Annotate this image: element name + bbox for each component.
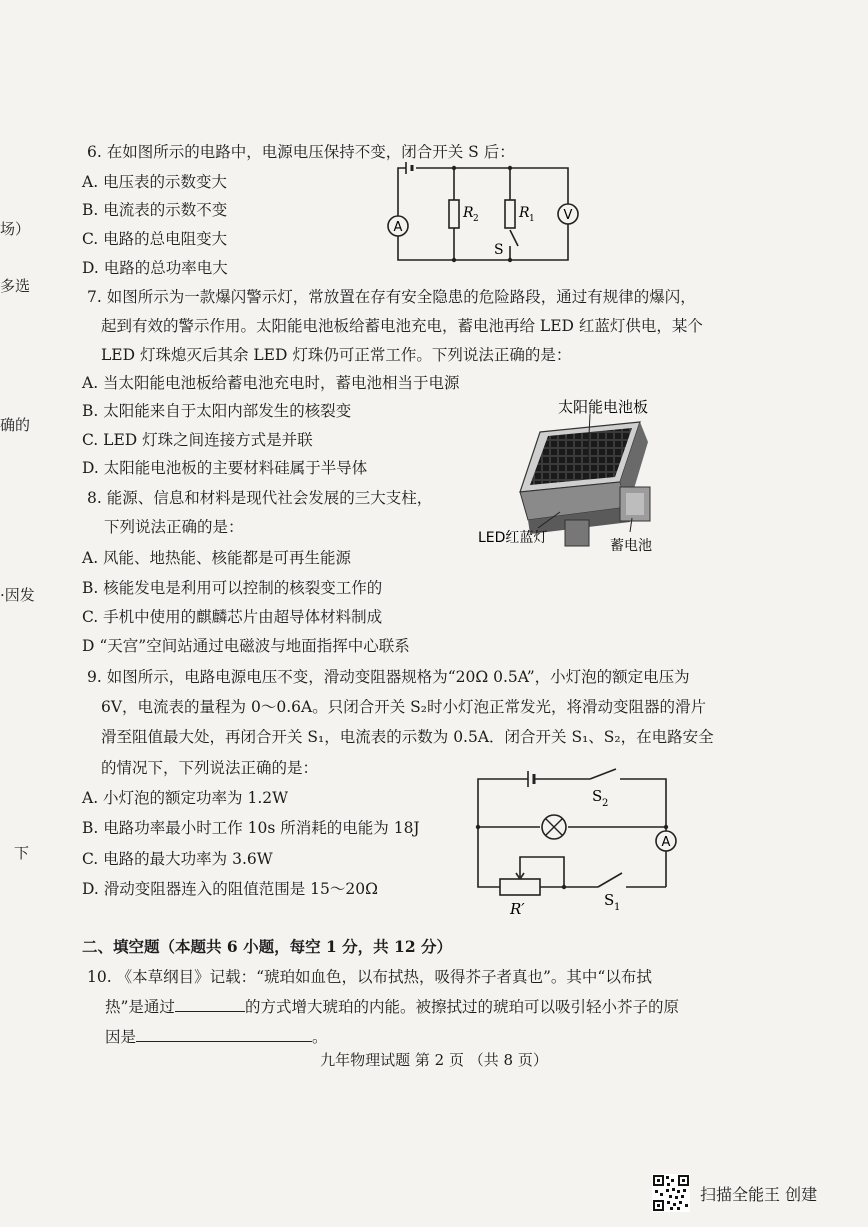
q9-stem-line-2: 6V，电流表的量程为 0～0.6A。只闭合开关 S₂时小灯泡正常发光，将滑动变阻器的滑片 [101, 698, 706, 716]
margin-fragment-2: 多选 [0, 277, 31, 295]
q9-option-d: D. 滑动变阻器连入的阻值范围是 15～20Ω [82, 880, 378, 898]
q10-line-2 [105, 997, 679, 1017]
q6-r2-label: R [463, 205, 474, 221]
q9-stem-line-4: 的情况下，下列说法正确的是： [101, 759, 319, 777]
q10-line-3 [105, 1027, 328, 1047]
q6-option-b: B. 电流表的示数不变 [82, 201, 228, 219]
q7-warning-light-photo [470, 392, 680, 562]
q7-option-c: C. LED 灯珠之间连接方式是并联 [82, 431, 313, 449]
q6-option-d: D. 电路的总功率电大 [82, 259, 228, 277]
q9-option-b: B. 电路功率最小时工作 10s 所消耗的电能为 18J [82, 819, 420, 837]
q9-stem-line-1: 9. 如图所示，电路电源电压不变，滑动变阻器规格为“20Ω 0.5A”，小灯泡的额定电压为 [87, 668, 690, 686]
q9-circuit-diagram [470, 765, 690, 918]
scanner-watermark-text: 扫描全能王 创建 [700, 1185, 818, 1204]
q6-option-a: A. 电压表的示数变大 [82, 173, 228, 191]
q8-stem-line-2: 下列说法正确的是： [104, 518, 244, 536]
scanner-watermark [652, 1172, 862, 1216]
q9-s1-label: S [604, 891, 615, 909]
q6-r2-subscript: 2 [473, 214, 479, 224]
q6-r1-subscript: 1 [529, 214, 535, 224]
q10-answer-blank-2[interactable] [136, 1027, 312, 1042]
q7-stem-line-1: 7. 如图所示为一款爆闪警示灯，常放置在存有安全隐患的危险路段，通过有规律的爆闪， [87, 288, 696, 306]
q6-r1-label: R [519, 205, 530, 221]
qr-code-icon [652, 1174, 690, 1212]
q7-panel-label: 太阳能电池板 [558, 398, 649, 416]
q9-s2-label: S [592, 787, 603, 805]
q9-option-a: A. 小灯泡的额定功率为 1.2W [82, 789, 289, 807]
q6-voltmeter-label: V [563, 208, 573, 223]
q9-stem-line-3: 滑至阻值最大处，再闭合开关 S₁，电流表的示数为 0.5A．闭合开关 S₁、S₂，在电路安全 [101, 728, 714, 746]
q9-s2-subscript: 2 [602, 798, 609, 809]
q10-line-2-start: 热”是通过 [105, 998, 175, 1016]
q10-line-3-end: 。 [312, 1028, 328, 1046]
margin-fragment-3: 确的 [0, 416, 31, 434]
q7-battery-label: 蓄电池 [610, 538, 652, 554]
q7-option-a: A. 当太阳能电池板给蓄电池充电时，蓄电池相当于电源 [82, 374, 460, 392]
q8-option-c: C. 手机中使用的麒麟芯片由超导体材料制成 [82, 608, 383, 626]
margin-fragment-4: ·因发 [0, 586, 35, 604]
q6-ammeter-label: A [393, 220, 403, 235]
q9-s1-subscript: 1 [614, 902, 621, 913]
q6-switch-label: S [494, 242, 504, 258]
section-2-heading: 二、填空题（本题共 6 小题，每空 1 分，共 12 分） [82, 937, 453, 956]
q10-answer-blank-1[interactable] [175, 997, 245, 1012]
q7-stem-line-3: LED 灯珠熄灭后其余 LED 灯珠仍可正常工作。下列说法正确的是： [101, 346, 572, 364]
q8-stem-line-1: 8. 能源、信息和材料是现代社会发展的三大支柱， [87, 489, 433, 507]
q8-option-b: B. 核能发电是利用可以控制的核裂变工作的 [82, 579, 383, 597]
q7-led-label: LED红蓝灯 [478, 530, 548, 546]
q10-line-3-start: 因是 [105, 1028, 137, 1046]
margin-fragment-5: 下 [14, 844, 30, 862]
q6-circuit-diagram [390, 160, 590, 280]
q6-stem: 6. 在如图所示的电路中，电源电压保持不变，闭合开关 S 后： [87, 143, 515, 161]
q7-option-b: B. 太阳能来自于太阳内部发生的核裂变 [82, 402, 352, 420]
q8-option-a: A. 风能、地热能、核能都是可再生能源 [82, 549, 352, 567]
q6-option-c: C. 电路的总电阻变大 [82, 230, 228, 248]
q10-line-2-end: 的方式增大琥珀的内能。被擦拭过的琥珀可以吸引轻小芥子的原 [244, 998, 679, 1016]
margin-fragment-1: 场） [0, 220, 31, 238]
q9-option-c: C. 电路的最大功率为 3.6W [82, 850, 273, 868]
q8-option-d: D “天宫”空间站通过电磁波与地面指挥中心联系 [82, 637, 410, 655]
q9-ammeter-label: A [661, 835, 671, 850]
q10-line-1: 10. 《本草纲目》记载：“琥珀如血色，以布拭热，吸得芥子者真也”。其中“以布拭 [87, 968, 652, 986]
q7-option-d: D. 太阳能电池板的主要材料硅属于半导体 [82, 459, 368, 477]
q9-rheostat-label: R′ [510, 900, 525, 918]
q7-stem-line-2: 起到有效的警示作用。太阳能电池板给蓄电池充电，蓄电池再给 LED 红蓝灯供电，某个 [101, 317, 703, 335]
page-footer: 九年物理试题 第 2 页 （共 8 页） [320, 1051, 548, 1069]
